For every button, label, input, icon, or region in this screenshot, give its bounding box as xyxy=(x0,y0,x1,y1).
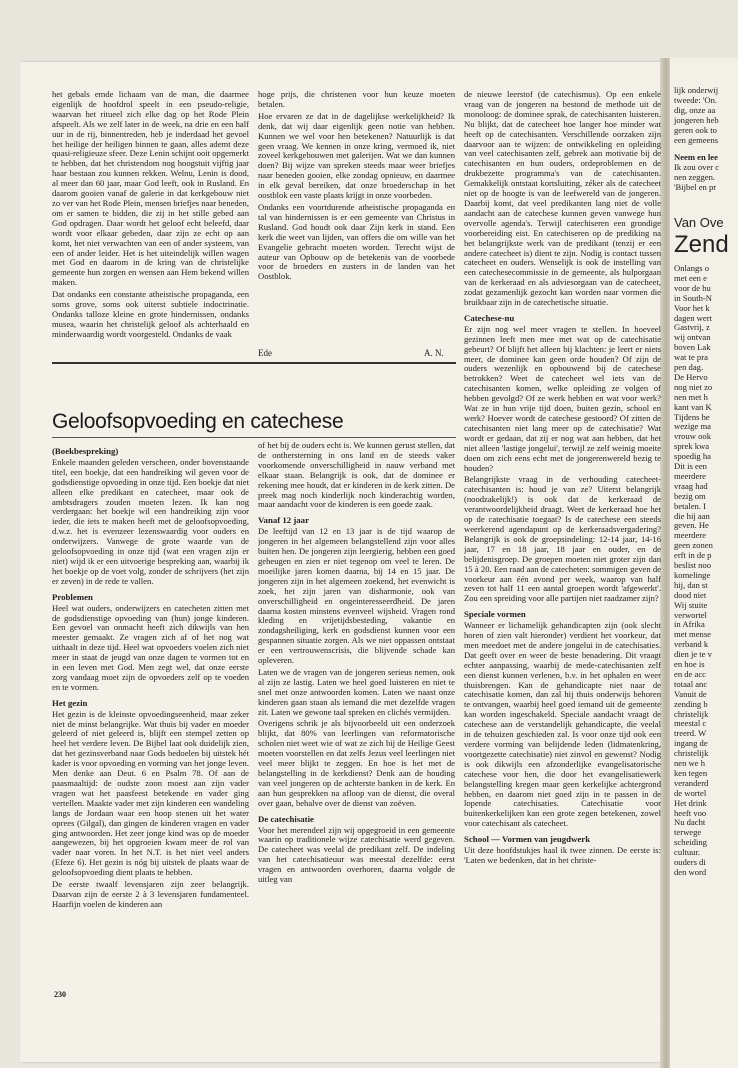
text-line: Neem en lee xyxy=(674,152,718,163)
text-line: sprek kwa xyxy=(674,441,710,452)
text-line: wezige ma xyxy=(674,421,711,432)
next-page-fragment xyxy=(670,58,738,1068)
next-title: Zend xyxy=(674,231,729,258)
text-line: komelinge xyxy=(674,569,711,580)
section-heading: School — Vormen van jeugdwerk xyxy=(464,834,591,845)
text-line: Wij stuite xyxy=(674,599,708,610)
text-line: jongeren heb xyxy=(674,114,719,125)
text-line: dien je te v xyxy=(674,649,712,660)
paragraph: Voor het merendeel zijn wij opgegroeid in een gemeente waarin op traditionele wijze catechisatie werd gegeven. De catecheet was veelal de predikant zelf. De indeling van het catechisatieuur was meestal dezelfde: eerst vragen en antwoorden overhoren, daarna volgde de uitleg van xyxy=(258,824,455,885)
text-line: zending b xyxy=(674,698,708,709)
text-line: Dit is een xyxy=(674,461,707,471)
title-rule xyxy=(52,437,456,438)
text-line: nog niet zo xyxy=(674,381,713,392)
text-line: beslist noo xyxy=(674,560,712,570)
page-spine xyxy=(660,58,670,1068)
text-line: Gastvrij, z xyxy=(674,322,710,333)
text-line: Tijdens he xyxy=(674,411,710,422)
paragraph: Hoe ervaren ze dat in de dagelijkse werkelijkheid? Ik denk, dat wij daar eigenlijk geen notie van hebben. Kunnen we wel voor hen betekenen? Natuurlijk is dat geen vraag. We kennen in onze kring, vermoed ik, niet zoveel kerkgebouwen met galerijen. Wat we dan kunnen doen? Bij wijze van spreken steeds maar weer briefjes naar beneden gooien, elke zondag opnieuw, en daarmee in elk geval bereiken, dat onze broederschap in het oostblok een vaste plaats krijgt in onze voorbeden. xyxy=(258,110,455,201)
paragraph: Uit deze hoofdstukjes haal ik twee zinnen. De eerste is: 'Laten we bedenken, dat in het christe- xyxy=(464,845,661,865)
article-column-2 xyxy=(258,441,455,986)
top-column-1 xyxy=(52,90,249,352)
section-heading: De catechisatie xyxy=(258,813,314,824)
text-line: dagen wert xyxy=(674,312,712,323)
article-title: Geloofsopvoeding en catechese xyxy=(52,410,344,433)
text-line: in South-N xyxy=(674,292,712,303)
text-line: christelijk xyxy=(674,708,709,719)
text-line: verwortel xyxy=(674,609,707,620)
paragraph: Dat ondanks een constante atheistische propaganda, een soms grove, soms ook uiterst subtiele indoctrinatie. Ondanks talloze kleine en grote hindernissen, ondanks musea, waarin het christelijk geloof als achterhaald en minderwaardig wordt voorgesteld. Ondanks de vaak xyxy=(52,289,249,339)
signoff-author: A. N. xyxy=(424,348,444,358)
text-line: erft in de p xyxy=(674,550,712,561)
text-line: ken tegen xyxy=(674,767,708,778)
signoff-place: Ede xyxy=(258,348,272,358)
text-line: meerdere xyxy=(674,470,706,481)
text-line: met mense xyxy=(674,629,711,640)
text-line: De Hervo xyxy=(674,371,708,382)
text-line: nen we h xyxy=(674,758,706,768)
text-line: nen zeggen. xyxy=(674,172,716,183)
text-line: Het drink xyxy=(674,797,707,808)
text-line: totaal anc xyxy=(674,678,708,689)
section-heading: (Boekbespreking) xyxy=(52,446,119,456)
text-line: geen zonen xyxy=(674,540,713,551)
text-line: tweede: 'On. xyxy=(674,94,718,105)
paragraph: of het bij de ouders echt is. We kunnen gerust stellen, dat de onthersterning in ons land en de steeds vaker voorkomende onverschilligheid in nauw verband met elkaar staan. Belangrijk is ook, dat de dominee er rekening mee houdt, dat er kinderen in de kerk zitten. De preek mag noch kinderlijk noch kinderachtig worden, maar aandacht voor de kinderen is een goede zaak. xyxy=(258,441,455,510)
text-line: cultuur. xyxy=(674,847,701,858)
text-line: met een e xyxy=(674,272,707,283)
paragraph: Overigens schrik je als bijvoorbeeld uit een onderzoek blijkt, dat 80% van leerlingen van reformatorische scholen niet weet wie of wat ze zich bij de Heilige Geest moeten voorstellen en dat zelfs Jezus veel leerlingen niet veel meer blijkt te zeggen. En hoe is het met de belangstelling in de kerkdienst? Denk aan de houding van veel jongeren op de achterste banken in de kerk. En aan hun gesprekken na afloop van de dienst, die overal over gaan, behalve over de dienst van zoëven. xyxy=(258,718,455,808)
paragraph: Ondanks een voortdurende atheistische propaganda en tal van hindernissen is er een gemeente van Christus in Rusland. God houdt ook daar Zijn kerk in stand. Een kerk die weet van lijden, van offers die om wille van het Evangelie gebracht moeten worden. Terecht wijst de auteur van Opbouw op de betekenis van de voorbede voor de broeders en zusters in de landen van het Oostblok. xyxy=(258,201,455,282)
text-line: nen met h xyxy=(674,391,708,402)
paragraph: Het gezin is de kleinste opvoedingseenheid, maar zeker niet de minst belangrijke. Wat thuis bij vader en moeder geleerd of niet geleerd is, blijft een stempel zetten op heel het verdere leven. De Bijbel laat ook duidelijk zien, dat het gezinsverband naar Gods bedoelen bij uitstek hét kader is voor opvoeding en vorming van het jonge leven. Men denke aan Deut. 6 en Psalm 78. Of aan de paasmaaltijd: de oudste zoon moest aan zijn vader vragen wat het paasfeest betekende en vader ging vertellen. Maakte vader met zijn kinderen een wandeling langs de Jordaan waar een hoop stenen uit het water oprees (Gilgal), dan gingen de kinderen vragen en vader ging antwoorden. Het zeer jonge kind was op de moeder aangewezen, bij het opgroeien kwam meer de rol van vader naar voren. In het N.T. is het niet veel anders (Efeze 6). Het gezin is nóg bij uitstek de plaats waar de geloofsopvoeding dient plaats te hebben. xyxy=(52,708,249,878)
text-line: scheiding xyxy=(674,837,707,848)
text-line: ouders di xyxy=(674,857,706,867)
text-line: terwege xyxy=(674,827,702,838)
text-line: pen dag. xyxy=(674,362,704,372)
text-line: lijk onderwij xyxy=(674,85,719,95)
text-line: Onlangs o xyxy=(674,263,710,273)
text-line: een gemeens xyxy=(674,134,719,145)
paragraph: Heel wat ouders, onderwijzers en catecheten zitten met de godsdienstige opvoeding van (hun) jonge kinderen. Een gevoel van onmacht heeft zich dikwijls van hen meester gemaakt. Ze vragen zich af of het nog wat uithaalt in deze tijd. Heel wat opvoeders voelen zich niet meer in staat de jeugd van onze dagen te vormen tot en in een leven met God. Men zegt wel, dat onze eerste zorg vandaag moet zijn de opvoeders zelf op te voeden en te vormen. xyxy=(52,602,249,692)
text-line: Voor het k xyxy=(674,302,710,313)
section-divider xyxy=(52,362,456,364)
paragraph: Er zijn nog wel meer vragen te stellen. In hoeveel gezinnen leeft men mee met wat op de catechisatie gebeurt? Of blijft het alleen bij klachten: je leert er niets meer, de dominee kan geen orde houden? Of zijn de ouders wezenlijk en opbouwend bij de catechese betrokken? Weet de catecheet wel iets van de catechisanten komen, welke opleiding ze volgen of hebben gevolgd? Of ze werk hebben en wat voor werk? Wat ze in hun vrije tijd doen, buiten gezin, school en werk? Hoever wordt de catechese gestoord? Of zitten de catechisanten niet lang meer op de catechisatie? Wat wordt er gedaan, dat zij er nog wat aan hebben, dat het niet alleen 'lastige jongelui', terwijl ze zelf weinig moeite doen om zich eens echt met de jongerenwereld bezig te houden? xyxy=(464,323,661,473)
text-line: kant van K xyxy=(674,401,712,412)
paragraph: het gebals emde lichaam van de man, die daarmee eigenlijk de hoofdrol speelt in een pseudo-religie, waarvan het ritueel zich elke dag op het Rode Plein afspeelt. Als we zelf later in de week, na drie en een half uur in de rij, binnentreden, heb je inderdaad het gevoel het heilige der heiligen binnen te gaan, alles ademt deze quasi-religieuze sfeer. Deze Lenin schijnt ooit opgemerkt te hebben, dat het christendom nog hoogstuit vijftig jaar haar bestaan zou kunnen rekken. Welnu, Lenin is dood, al meer dan 60 jaar, maar God leeft, ook in Rusland. En daarom gooien vanaf de galerie in dat kerkgebouw niet zo ver van het Rode Plein, mensen briefjes naar beneden, om er samen te bidden, die zij in het stille gebed aan God opdragen. Daar wordt het geloof echt beleefd, daar wordt voor elkaar gebeden, daar zijn ze echt op aan komt, het niet verwachten van een of ander systeem, van een of ander leider. Het is het uiteindelijk willen wagen met God en daarom in de kring van de christelijke gemeente hun zorgen en wensen aan Hem bekend willen maken. xyxy=(52,90,249,288)
section-heading: Vanaf 12 jaar xyxy=(258,515,309,526)
text-line: meerdere xyxy=(674,530,706,541)
text-line: geven. He xyxy=(674,520,709,531)
top-column-2 xyxy=(258,90,455,342)
text-line: boven Lak xyxy=(674,342,711,353)
text-line: en hoe is xyxy=(674,659,705,669)
paragraph: Wanneer er lichamelijk gehandicapten zijn (ook slecht horen of zien valt hieronder) verdient het voorkeur, dat men meedoet met de andere jongelui in de catechisaties. Dat geeft over en weer de beste benadering. Dit vraagt echter aanpassing, waarbij de mede-catechisanten zelf een dienst kunnen verlenen, b.v. in het ophalen en weer thuisbrengen. Kan de gehandicapte niet naar de catechisatie komen, dan zal hij thuis onderwijs behoren te ontvangen, waarbij heel goed iemand uit de gemeente kan worden ingeschakeld. Speciale aandacht vraagt de catechese aan de verstandelijk gehandicapte, die veelal in de tehuizen geschieden zal. Is voor onze tijd ook een verdere vorming van belijdende leden (lidmatenkring, voortgezette catechisatie) niet zinvol en gewenst? Nodig is ook dikwijls een afzonderlijke evangelisatorische catechese voor hen, die door het evangelisatiewerk belangstelling kregen maar geen kerkelijke achtergrond hebben, en daarom niet goed zijn in te passen in de lopende catechisaties. Catechisatie voor buitenkerkelijken kan een grote zegen betekenen, zowel voor catechisant als catecheet. xyxy=(464,620,661,829)
text-line: Nu dacht xyxy=(674,817,706,828)
text-line: de wortel xyxy=(674,787,707,798)
text-line: 'Bijbel en pr xyxy=(674,182,717,193)
text-line: geren ook to xyxy=(674,124,717,135)
text-line: treerd. W xyxy=(674,728,707,739)
section-heading: Problemen xyxy=(52,591,93,602)
text-line: die hij aan xyxy=(674,510,710,521)
paragraph: De leeftijd van 12 en 13 jaar is de tijd waarop de jongeren in het algemeen belangstellend zijn voor alles buiten hen. De jongeren zijn leergierig, hebben een goed geheugen en zien er niet tegenop om veel te leren. De moeilijke jaren komen daarna, bij 14 en 15 jaar. De jongeren zijn in het algemeen zoekend, het evenwicht is zoek, het zijn jaren van disharmonie, ook van onverschilligheid en ongeinteresseerdheid. De jaren daarna kosten minstens evenveel wijsheid. Vragen rond kleding en vrijetijdsbesteding, vakantie en zondagsheiliging, kerk en godsdienst kunnen voor een gespannen situatie zorgen. Als we niet oppassen ontstaat er een vertrouwenscrisis, die blijvende schade kan opleveren. xyxy=(258,526,455,666)
text-line: spoedig ha xyxy=(674,451,711,462)
section-heading: Het gezin xyxy=(52,697,88,708)
text-line: verband k xyxy=(674,639,709,650)
text-line: voor de hu xyxy=(674,282,711,293)
text-line: in Afrika xyxy=(674,619,705,630)
section-heading: Catechese-nu xyxy=(464,312,515,323)
text-line: dig, onze aa xyxy=(674,104,716,115)
text-line: Vanuit de xyxy=(674,688,707,699)
paragraph: Laten we de vragen van de jongeren serieus nemen, ook al zijn ze lastig. Laten we heel goed luisteren en niet te snel met onze antwoorden komen. Laten we naast onze kinderen gaan staan als iemand die met dezelfde vragen zit. Laten we gewone taal spreken en clichés vermijden. xyxy=(258,666,455,717)
text-line: vrouw ook xyxy=(674,431,711,442)
paragraph: Enkele maanden geleden verscheen, onder bovenstaande titel, een boekje, dat een handreiking wil geven voor de godsdienstige opvoeding in onze tijd. Een boekje dat niet alleen elke predikant en catecheet, maar ook de ambtsdragers zouden moeten lezen. Ik kan nog verdergaan: het boekje wil een handreiking zijn voor ieder, die iets te maken heeft met de geloofsopvoeding, d.w.z. het is evenzeer lezenswaardig voor ouders en onderwijzers. Vanwege de grote waarde van de geloofsopvoeding in onze tijd (wat een vragen zijn er niet) wijd ik er een uitvoerige bespreking aan, waarbij ik het boekje op de voet volg, zonder de schrijvers (het zijn er zeven) in de rede te vallen. xyxy=(52,456,249,586)
text-line: meestal c xyxy=(674,718,707,729)
text-line: vraag had xyxy=(674,480,708,491)
text-line: wij ontvan xyxy=(674,332,711,343)
article-column-3 xyxy=(464,90,661,985)
text-line: bezig om xyxy=(674,490,706,501)
text-line: hij, dan st xyxy=(674,579,708,590)
text-line: dood niet xyxy=(674,589,707,600)
article-column-1 xyxy=(52,441,249,986)
paragraph: de nieuwe leerstof (de catechismus). Op een enkele vraag van de jongeren na bestond de methode uit de monoloog: de dominee sprak, de catechisanten luisteren. Nu blijkt, dat de catecheet hoe langer hoe minder wat heeft op de catechisanten. Verschillende oorzaken zijn daarvoor aan te wijzen: de ontwikkeling en opleiding van veel catechisanten zelf, gebrek aan motivatie bij de catechisanten en hun ouders, ordeproblemen en de drukbezette programma's van de catechisanten. Gemakkelijk ontstaat kortsluiting, zéker als de catecheet niet op de hoogte is van de leefwereld van de jongeren. Daarbij komt, dat veel predikanten lang niet de volle aandacht aan de catechese kunnen geven vanwege hun overvolle agenda's. Terwijl catechiseren een grondige voorbereiding eist. En catechiseren op de prediking na het belangrijkste werk van de predikant (tenzij er een andere catecheet is) dient te zijn. Nodig is contact tussen catecheet en ouders. Wenselijk is ook de instelling van een catechesecommissie in de gemeente, als hulporgaan van de kerkeraad en als adviesorgaan van de catecheet, zodat gezamenlijk gezocht kan worden naar vormen die bruikbaar zijn in de catechetische situatie. xyxy=(464,90,661,308)
text-line: christelijk xyxy=(674,748,709,759)
text-line: veranderd xyxy=(674,777,709,788)
page-number: 230 xyxy=(54,990,66,999)
text-line: heeft voo xyxy=(674,807,707,818)
text-line: en de acc xyxy=(674,668,706,679)
text-line: den word xyxy=(674,866,707,877)
paragraph: hoge prijs, die christenen voor hun keuze moeten betalen. xyxy=(258,90,455,109)
text-line: betalen. I xyxy=(674,500,706,511)
section-heading: Speciale vormen xyxy=(464,609,526,620)
next-kicker: Van Ove xyxy=(674,215,724,230)
text-line: Ik zou over c xyxy=(674,162,720,173)
paragraph: Belangrijkste vraag in de verhouding catecheet-catechisanten is: houd je van ze? Uiterst belangrijk (noodzakelijk!) is ook dat de kerkeraad de verantwoordelijkheid draagt. Weet de kerkeraad hoe het op de catechisatie toegaat? Is de catechese een steeds weerkerend agendapunt op de kerkeraadsvergadering? Belangrijk is ook de groepsindeling: 12-14 jaar, 14-16 jaar, 17 en 18 jaar, 18 jaar en ouder, en de belijdenisgroep. De groepen moeten niet groter zijn dan 15 à 20. Een raad aan de catecheten: sommigen geven de voorkeur aan één avond per week, waarop van half zeven tot half 11 een aantal groepen wordt 'afgewerkt'. Zou een spreiding voor alle partijen niet raadzamer zijn? xyxy=(464,474,661,604)
text-line: ingang de xyxy=(674,738,708,749)
text-line: wat te pra xyxy=(674,352,708,363)
paragraph: De eerste twaalf levensjaren zijn zeer belangrijk. Daarvan zijn de eerste 2 à 3 levensjaren fundamenteel. Haarfijn voelen de kinderen aan xyxy=(52,879,249,909)
